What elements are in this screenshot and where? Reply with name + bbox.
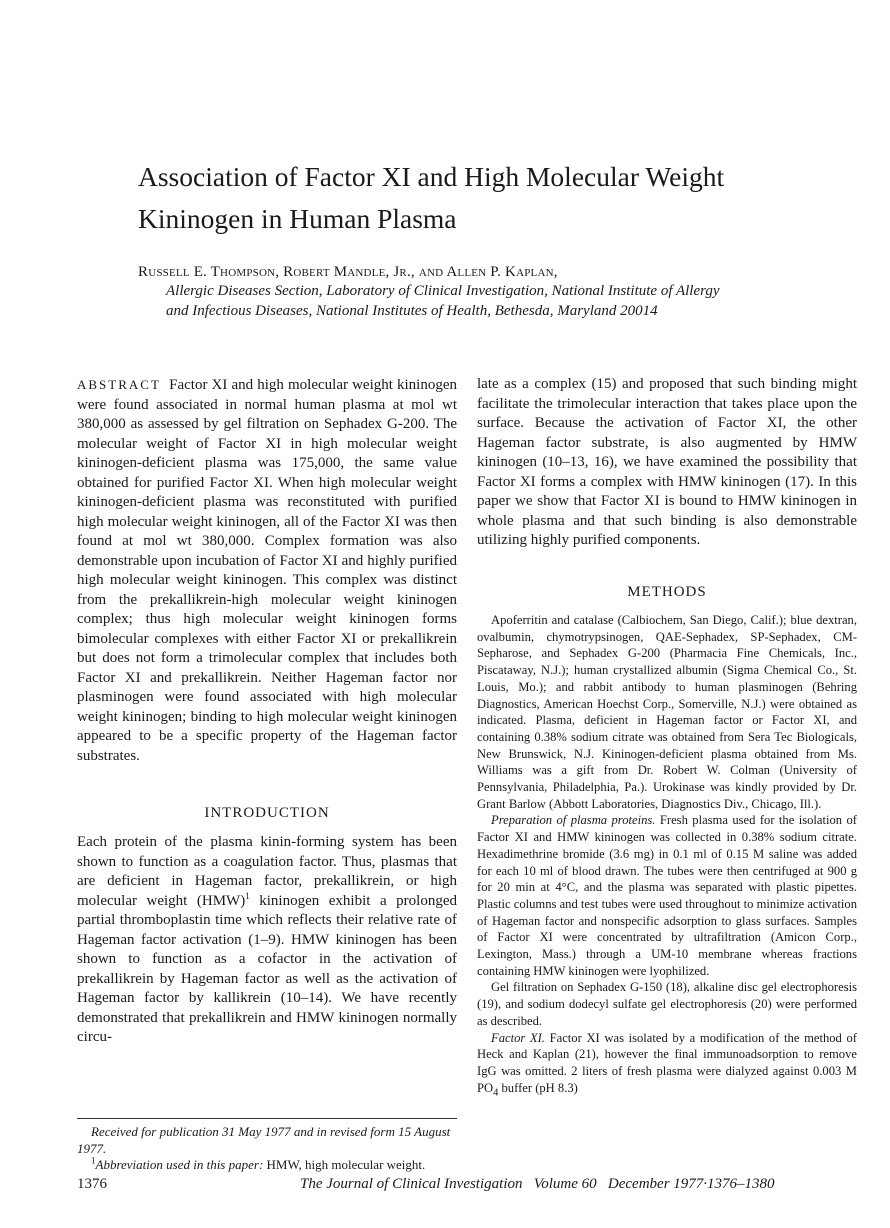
footnotes xyxy=(77,1124,457,1174)
journal-name: The Journal of Clinical Investigation xyxy=(300,1176,523,1192)
introduction-right-column xyxy=(477,375,857,551)
methods-heading: METHODS xyxy=(627,584,707,600)
phosphate-subscript: 4 xyxy=(493,1087,499,1099)
preparation-text: Fresh plasma used for the isolation of Factor XI and HMW kininogen was collected in 0.38% sodium citrate. Hexadimethrine bromide (3.6 mg) in 0.1 ml of 0.15 M saline was added for each 10 ml of blood drawn. The tubes were then centrifuged at 900 g for 20 min at 4°C, and the plasma was separated with plastic pipettes. Plastic columns and test tubes were used throughout to minimize activation of Hageman factor and nonspecific adsorption to glass surfaces. Samples of Factor XI were concentrated by ultrafiltration (Amicon Corp., Lexington, Mass.) through a UM-10 membrane whereas fractions containing HMW kininogen were lyophilized. xyxy=(477,813,857,978)
abstract-section xyxy=(77,375,457,766)
journal-footer xyxy=(300,1176,775,1193)
introduction-text-part-1: Each protein of the plasma kinin-forming system has been shown to function as a coagulation factor. Thus, plasmas that are deficient in Hageman factor, prekallikrein, or high molecular weight (HMW) xyxy=(77,834,457,909)
preparation-label: Preparation of plasma proteins. xyxy=(491,813,656,828)
received-note: Received for publication 31 May 1977 and in revised form 15 August 1977. xyxy=(77,1124,451,1156)
introduction-continuation: late as a complex (15) and proposed that such binding might facilitate the trimolecular interaction that takes place upon the surface. Because the activation of Factor XI, the other Hageman factor substrate, is also augmented by HMW kininogen (10–13, 16), we have examined the possibility that Factor XI forms a complex with HMW kininogen (17). In this paper we show that Factor XI is bound to HMW kininogen in whole plasma and that such binding is also demonstrable utilizing highly purified components. xyxy=(477,376,857,548)
abbreviation-note xyxy=(77,1157,457,1174)
abstract-label: ABSTRACT xyxy=(77,377,161,392)
article-title: Association of Factor XI and High Molecular Weight Kininogen in Human Plasma xyxy=(138,161,725,234)
journal-date-pages: December 1977·1376–1380 xyxy=(607,1176,775,1192)
factor-xi-text: Factor XI was isolated by a modification of the method of Heck and Kaplan (21), however the final immunoadsorption to remove IgG was omitted. 2 liters of fresh plasma were dialyzed against 0.003 M PO xyxy=(477,1030,857,1095)
methods-gel-filtration: Gel filtration on Sephadex G-150 (18), alkaline disc gel electrophoresis (19), and sodium dodecyl sulfate gel electrophoresis (20) were performed as described. xyxy=(477,980,857,1028)
footnote-divider xyxy=(77,1118,457,1119)
factor-xi-text-end: buffer (pH 8.3) xyxy=(498,1080,578,1095)
introduction-text-part-2: kininogen exhibit a prolonged partial thromboplastin time which reflects their relative rate of Hageman factor activation (1–9). HMW kininogen has been shown to function as a cofactor in the activation of prekallikrein by Hageman factor as well as the activation of Hageman factor by kallikrein (10–14). We have recently demonstrated that prekallikrein and HMW kininogen normally circu- xyxy=(77,892,457,1045)
methods-materials: Apoferritin and catalase (Calbiochem, San Diego, Calif.); blue dextran, ovalbumin, chymotrypsinogen, QAE-Sephadex, SP-Sephadex, CM-Sepharose, and Sephadex G-200 (Pharmacia Fine Chemicals, Inc., Piscataway, N.J.); human crystallized albumin (Sigma Chemical Co., St. Louis, Mo.); and rabbit antibody to human plasminogen (Behring Diagnostics, American Hoechst Corp., Somerville, N.J.) were obtained as indicated. Plasma, deficient in Hageman factor or Factor XI, and containing 0.38% sodium citrate was obtained from Sera Tec Biologicals, New Brunswick, N.J. Kininogen-deficient plasma obtained from Ms. Williams was a gift from Dr. Robert W. Colman (University of Pennsylvania, Philadelphia, Pa.). Urokinase was kindly provided by Dr. Grant Barlow (Abbott Laboratories, Diagnostics Div., Chicago, Ill.). xyxy=(477,613,857,811)
footnote-ref: 1 xyxy=(245,890,250,901)
introduction-heading: INTRODUCTION xyxy=(204,805,330,821)
methods-preparation xyxy=(477,812,857,979)
abbreviation-text: HMW, high molecular weight. xyxy=(263,1157,426,1172)
factor-xi-label: Factor XI. xyxy=(491,1030,545,1045)
journal-volume: Volume 60 xyxy=(533,1176,597,1192)
methods-factor-xi xyxy=(477,1030,857,1102)
methods-section xyxy=(477,612,857,1102)
page-number: 1376 xyxy=(77,1176,107,1192)
affiliation: Allergic Diseases Section, Laboratory of Clinical Investigation, National Institute of Allergy and Infectious Diseases, National Institutes of Health, Bethesda, Maryland 20014 xyxy=(166,283,720,319)
author-list: Russell E. Thompson, Robert Mandle, Jr., and Allen P. Kaplan, xyxy=(138,264,558,280)
abbreviation-ref: 1 xyxy=(91,1155,96,1166)
introduction-left-column xyxy=(77,833,457,1048)
abbreviation-label: Abbreviation used in this paper: xyxy=(95,1157,264,1172)
abstract-text: Factor XI and high molecular weight kininogen were found associated in normal human plasma at mol wt 380,000 as assessed by gel filtration on Sephadex G-200. The molecular weight of Factor XI in high molecular weight kininogen-deficient plasma was 175,000, the same value obtained for purified Factor XI. When high molecular weight kininogen-deficient plasma was reconstituted with purified high molecular weight kininogen, all of the Factor XI was then found at mol wt 380,000. Complex formation was also demonstrable upon incubation of Factor XI and highly purified high molecular weight kininogen. This complex was distinct from the prekallikrein-high molecular weight kininogen complex; thus high molecular weight kininogen forms bimolecular complexes with either Factor XI or prekallikrein but does not form a trimolecular complex that includes both Factor XI and prekallikrein. Neither Hageman factor nor plasminogen were found associated with high molecular weight kininogen; binding to high molecular weight kininogen appeared to be a specific property of the Hageman factor substrates. xyxy=(77,377,458,764)
